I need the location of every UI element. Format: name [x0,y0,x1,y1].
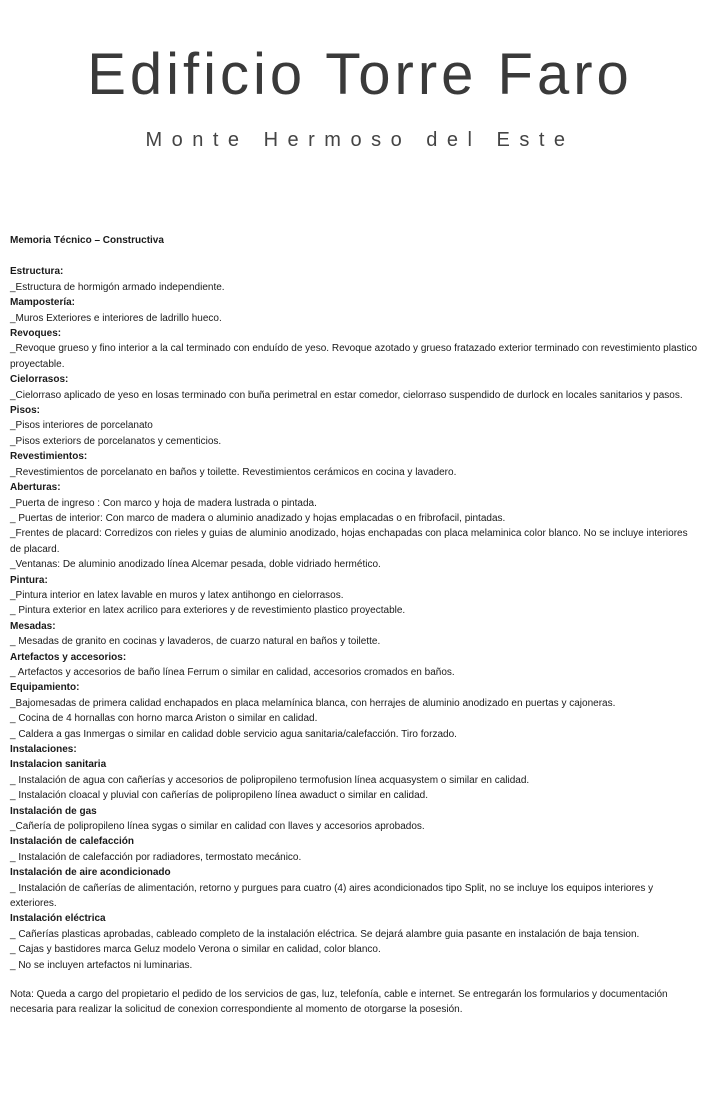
spec-item: _ Instalación de cañerías de alimentación, retorno y purgues para cuatro (4) aires acondicionados tipo Split, no se incluye los equipos interiores y exteriores. [10,882,654,910]
specification-list [10,264,700,973]
page-subtitle: Monte Hermoso del Este [145,129,575,151]
section-heading: Mesadas: [10,620,56,632]
technical-specification [10,233,700,1018]
section-heading: Estructura: [10,266,64,278]
section-heading: Artefactos y accesorios: [10,651,127,663]
spec-item: _ Instalación de calefacción por radiadores, termostato mecánico. [10,851,302,863]
section-heading: Instalación de calefacción [10,836,134,848]
spec-item: _ Puertas de interior: Con marco de madera o aluminio anadizado y hojas emplacadas o en fribrofacil, pintadas. [10,512,506,524]
spec-item: _Pisos interiores de porcelanato [10,420,153,432]
section-heading: Revestimientos: [10,451,88,463]
spec-item: _ Artefactos y accesorios de baño línea Ferrum o similar en calidad, accesorios cromados en baños. [10,666,455,678]
section-heading: Pisos: [10,405,41,417]
section-heading: Revoques: [10,328,62,340]
spec-item: _Revestimientos de porcelanato en baños y toilette. Revestimientos cerámicos en cocina y lavadero. [10,466,457,478]
spec-item: _ Instalación de agua con cañerías y accesorios de polipropileno termofusion línea acquasystem o similar en calidad. [10,774,530,786]
page-title: Edificio Torre Faro [87,42,633,107]
spec-item: _ Cañerías plasticas aprobadas, cableado completo de la instalación eléctrica. Se dejará alambre guia pasante en instalación de baja tension. [10,928,640,940]
spec-item: _Estructura de hormigón armado independiente. [10,281,225,293]
spec-item: _Ventanas: De aluminio anodizado línea Alcemar pesada, doble vidriado hermético. [10,559,381,571]
section-heading: Instalación de aire acondicionado [10,867,171,879]
spec-item: _Revoque grueso y fino interior a la cal terminado con enduído de yeso. Revoque azotado y grueso fratazado exterior terminado con revestimiento plastico proyectable. [10,343,698,370]
spec-item: _Pisos exteriors de porcelanatos y cementicios. [10,435,222,447]
spec-item: _Frentes de placard: Corredizos con rieles y guias de aluminio anodizado, hojas enchapadas con placa melaminica color blanco. No se incluye interiores de placard. [10,528,688,555]
spec-item: _ Caldera a gas Inmergas o similar en calidad doble servicio agua sanitaria/calefacción. Tiro forzado. [10,728,457,740]
spec-item: _Muros Exteriores e interiores de ladrillo hueco. [10,312,222,324]
spec-item: _ No se incluyen artefactos ni luminarias. [10,959,193,971]
document-heading: Memoria Técnico – Constructiva [10,235,164,246]
spec-item: _Cielorraso aplicado de yeso en losas terminado con buña perimetral en estar comedor, cielorraso suspendido de durlock en locales sanitarios y pasos. [10,389,683,401]
spec-item: _ Pintura exterior en latex acrilico para exteriores y de revestimiento plastico proyectable. [10,605,406,617]
section-heading: Instalación de gas [10,805,97,817]
section-heading: Cielorrasos: [10,374,69,386]
spec-item: _ Instalación cloacal y pluvial con cañerías de polipropileno línea awaduct o similar en calidad. [10,790,429,802]
section-heading: Instalacion sanitaria [10,759,107,771]
spec-item: _Cañería de polipropileno línea sygas o similar en calidad con llaves y accesorios aprobados. [10,821,425,833]
spec-item: _Pintura interior en latex lavable en muros y latex antihongo en cielorrasos. [10,589,344,601]
section-heading: Equipamiento: [10,682,80,694]
section-heading: Instalaciones: [10,744,77,755]
spec-item: _ Cajas y bastidores marca Geluz modelo Verona o similar en calidad, color blanco. [10,944,381,956]
section-heading: Instalación eléctrica [10,913,106,925]
spec-item: _ Cocina de 4 hornallas con horno marca Ariston o similar en calidad. [10,713,318,725]
section-heading: Mampostería: [10,297,76,309]
spec-item: _Puerta de ingreso : Con marco y hoja de madera lustrada o pintada. [10,497,317,509]
owner-note: Nota: Queda a cargo del propietario el pedido de los servicios de gas, luz, telefonía, cable e internet. Se entregarán los formularios y documentación necesaria para realizar la solicitud de conexion correspondiente al momento de otorgarse la posesión. [10,989,668,1016]
spec-item: _Bajomesadas de primera calidad enchapados en placa melamínica blanca, con herrajes de aluminio anodizado en puertas y cajoneras. [10,697,616,709]
section-heading: Aberturas: [10,482,61,494]
section-heading: Pintura: [10,574,48,586]
spec-item: _ Mesadas de granito en cocinas y lavaderos, de cuarzo natural en baños y toilette. [10,636,381,648]
